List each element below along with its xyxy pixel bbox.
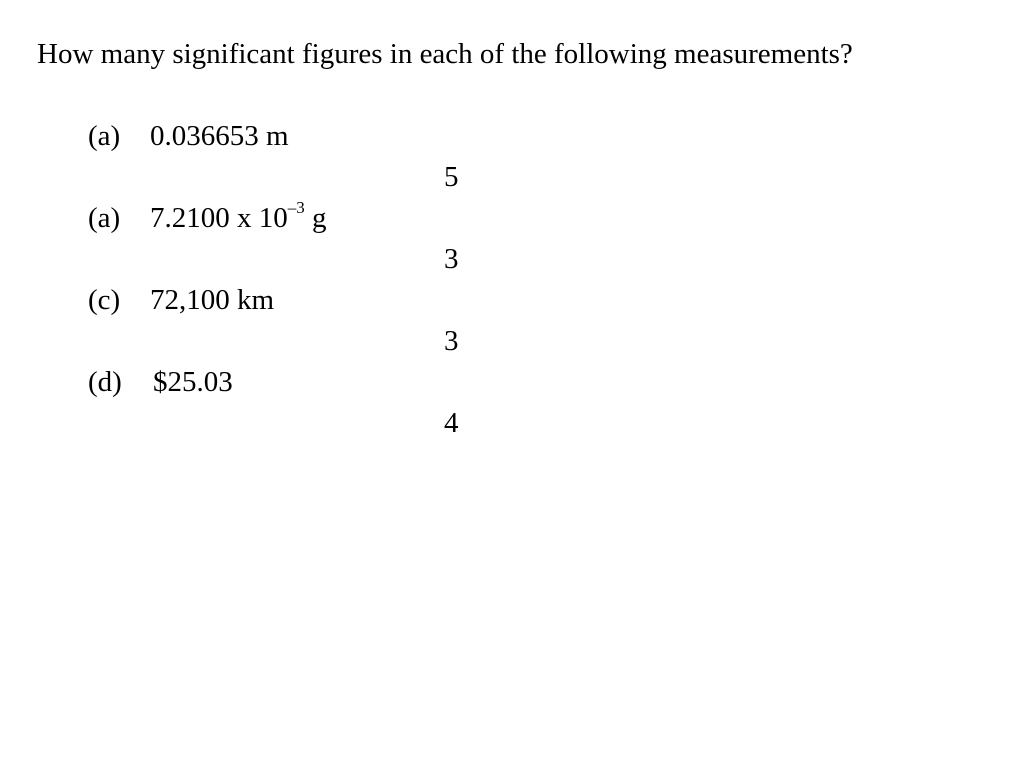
measurement-item-2 (88, 198, 327, 238)
value-unit: g (304, 202, 327, 234)
measurement-item-3 (88, 280, 274, 320)
item-value: 72,100 km (150, 284, 275, 316)
item-label: (d) (88, 366, 122, 398)
value-base: 7.2100 x 10 (150, 202, 288, 234)
answer-4: 4 (444, 407, 459, 439)
item-label: (a) (88, 120, 121, 152)
measurement-item-1 (88, 116, 289, 156)
item-label: (a) (88, 202, 121, 234)
item-value: $25.03 (153, 366, 233, 398)
measurement-item-4 (88, 362, 233, 402)
item-value (150, 198, 327, 234)
answer-1: 5 (444, 161, 459, 193)
answer-3: 3 (444, 325, 459, 357)
item-value: 0.036653 m (150, 120, 289, 152)
question-text: How many significant figures in each of the following measurements? (37, 38, 853, 70)
answer-2: 3 (444, 243, 459, 275)
value-exponent: –3 (287, 198, 305, 218)
item-label: (c) (88, 284, 121, 316)
